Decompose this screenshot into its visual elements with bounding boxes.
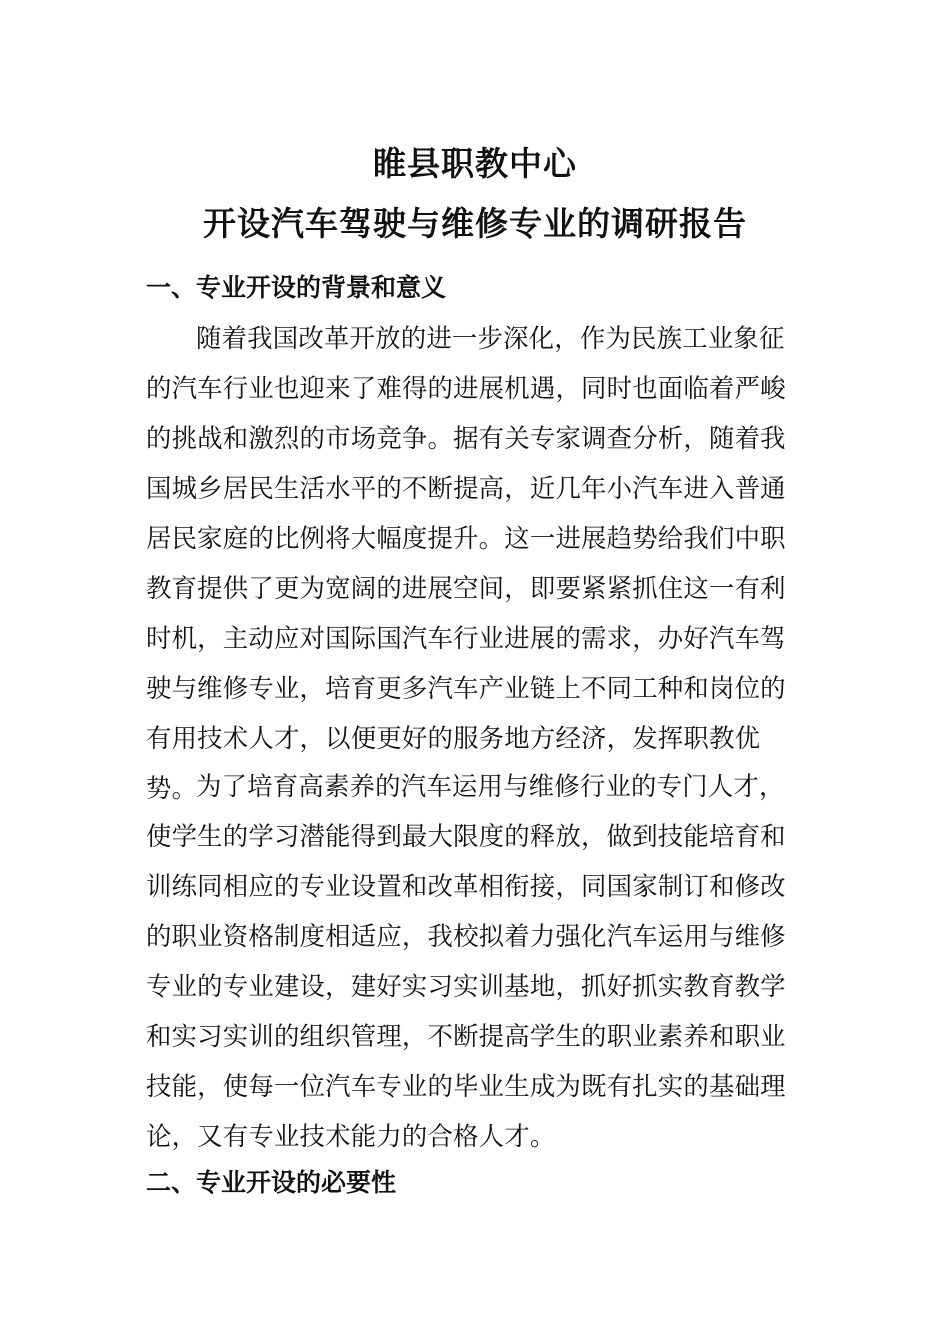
section-1-heading: 一、专业开设的背景和意义 [146, 273, 447, 302]
section-1-paragraph-1: 随着我国改革开放的进一步深化，作为民族工业象征的汽车行业也迎来了难得的进展机遇，同时也面临着严峻的挑战和激烈的市场竞争。据有关专家调查分析，随着我国城乡居民生活水平的不断提高，近几年小汽车进入普通居民家庭的比例将大幅度提升。这一进展趋势给我们中职教育提供了更为宽阔的进展空间，即要紧紧抓住这一有利时机，主动应对国际国汽车行业进展的需求，办好汽车驾驶与维修专业，培育更多汽车产业链上不同工种和岗位的有用技术人才，以便更好的服务地方经济，发挥职教优势。 [146, 323, 786, 803]
document-title-line-1: 睢县职教中心 [373, 144, 577, 183]
section-2-heading: 二、专业开设的必要性 [146, 1168, 397, 1197]
document-title-line-2: 开设汽车驾驶与维修专业的调研报告 [203, 204, 747, 243]
section-1-paragraph-2: 为了培育高素养的汽车运用与维修行业的专门人才，使学生的学习潜能得到最大限度的释放，做到技能培育和训练同相应的专业设置和改革相衔接，同国家制订和修改的职业资格制度相适应，我校拟着力强化汽车运用与维修专业的专业建设，建好实习实训基地，抓好抓实教育教学和实习实训的组织管理，不断提高学生的职业素养和职业技能，使每一位汽车专业的毕业生成为既有扎实的基础理论，又有专业技术能力的合格人才。 [146, 771, 786, 1151]
